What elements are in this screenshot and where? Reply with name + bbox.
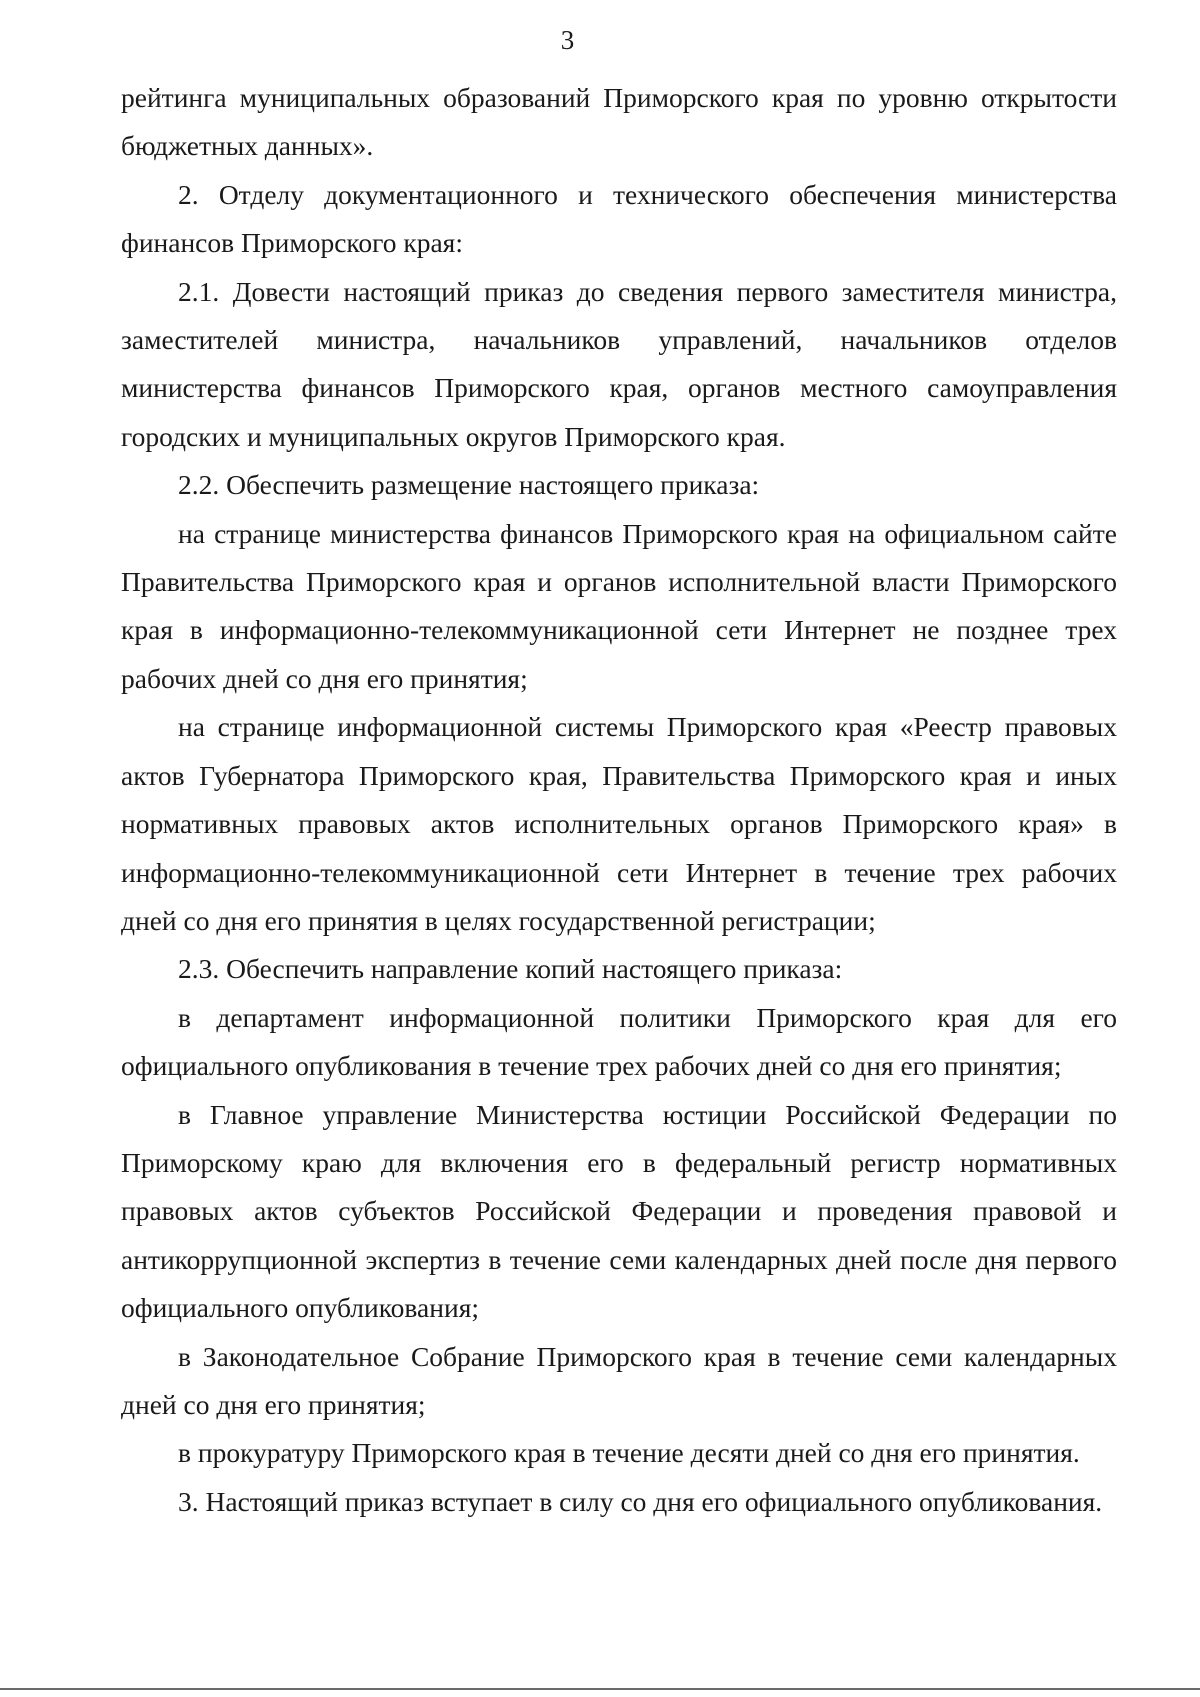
paragraph-item-2-3: 2.3. Обеспечить направление копий настоящего приказа: [178, 953, 843, 985]
paragraph-continuation-rating: рейтинга муниципальных образований Приморского края по уровню открытости бюджетных данных». [121, 82, 1117, 162]
paragraph-item-2-1: 2.1. Довести настоящий приказ до сведения первого заместителя министра, заместителей министра, начальников управлений, начальников отделов министерства финансов Приморского края, органов местного самоуправления городских и муниципальных округов Приморского края. [121, 275, 1117, 452]
paragraph-item-2-2-registry: на странице информационной системы Приморского края «Реестр правовых актов Губернатора Приморского края, Правительства Приморского края и иных нормативных правовых актов исполнительных органов Приморского края» в информационно-телекоммуникационной сети Интернет в течение трех рабочих дней со дня его принятия в целях государственной регистрации; [121, 711, 1117, 936]
paragraph-item-2-3-info-policy: в департамент информационной политики Приморского края для его официального опубликования в течение трех рабочих дней со дня его принятия; [121, 1001, 1117, 1082]
paragraph-item-2-2-website: на странице министерства финансов Приморского края на официальном сайте Правительства Приморского края и органов исполнительной власти Приморского края в информационно-телекоммуникационной сети Интернет не позднее трех рабочих дней со дня его принятия; [121, 517, 1117, 694]
page-number: 3 [560, 25, 575, 55]
paragraph-item-2-3-legislature: в Законодательное Собрание Приморского края в течение семи календарных дней со дня его принятия; [121, 1340, 1117, 1420]
paragraph-item-3: 3. Настоящий приказ вступает в силу со дня его официального опубликования. [178, 1485, 1103, 1517]
paragraph-item-2: 2. Отделу документационного и технического обеспечения министерства финансов Приморского края: [121, 178, 1117, 259]
paragraph-item-2-3-justice: в Главное управление Министерства юстиции Российской Федерации по Приморскому краю для включения его в федеральный регистр нормативных правовых актов субъектов Российской Федерации и проведения правовой и антикоррупционной экспертиз в течение семи календарных дней после дня первого официального опубликования; [121, 1098, 1117, 1324]
paragraph-item-2-2: 2.2. Обеспечить размещение настоящего приказа: [178, 469, 760, 501]
paragraph-item-2-3-prosecutor: в прокуратуру Приморского края в течение десяти дней со дня его принятия. [178, 1437, 1080, 1469]
document-body [121, 74, 1117, 1526]
page-bottom-divider [0, 1688, 1200, 1690]
